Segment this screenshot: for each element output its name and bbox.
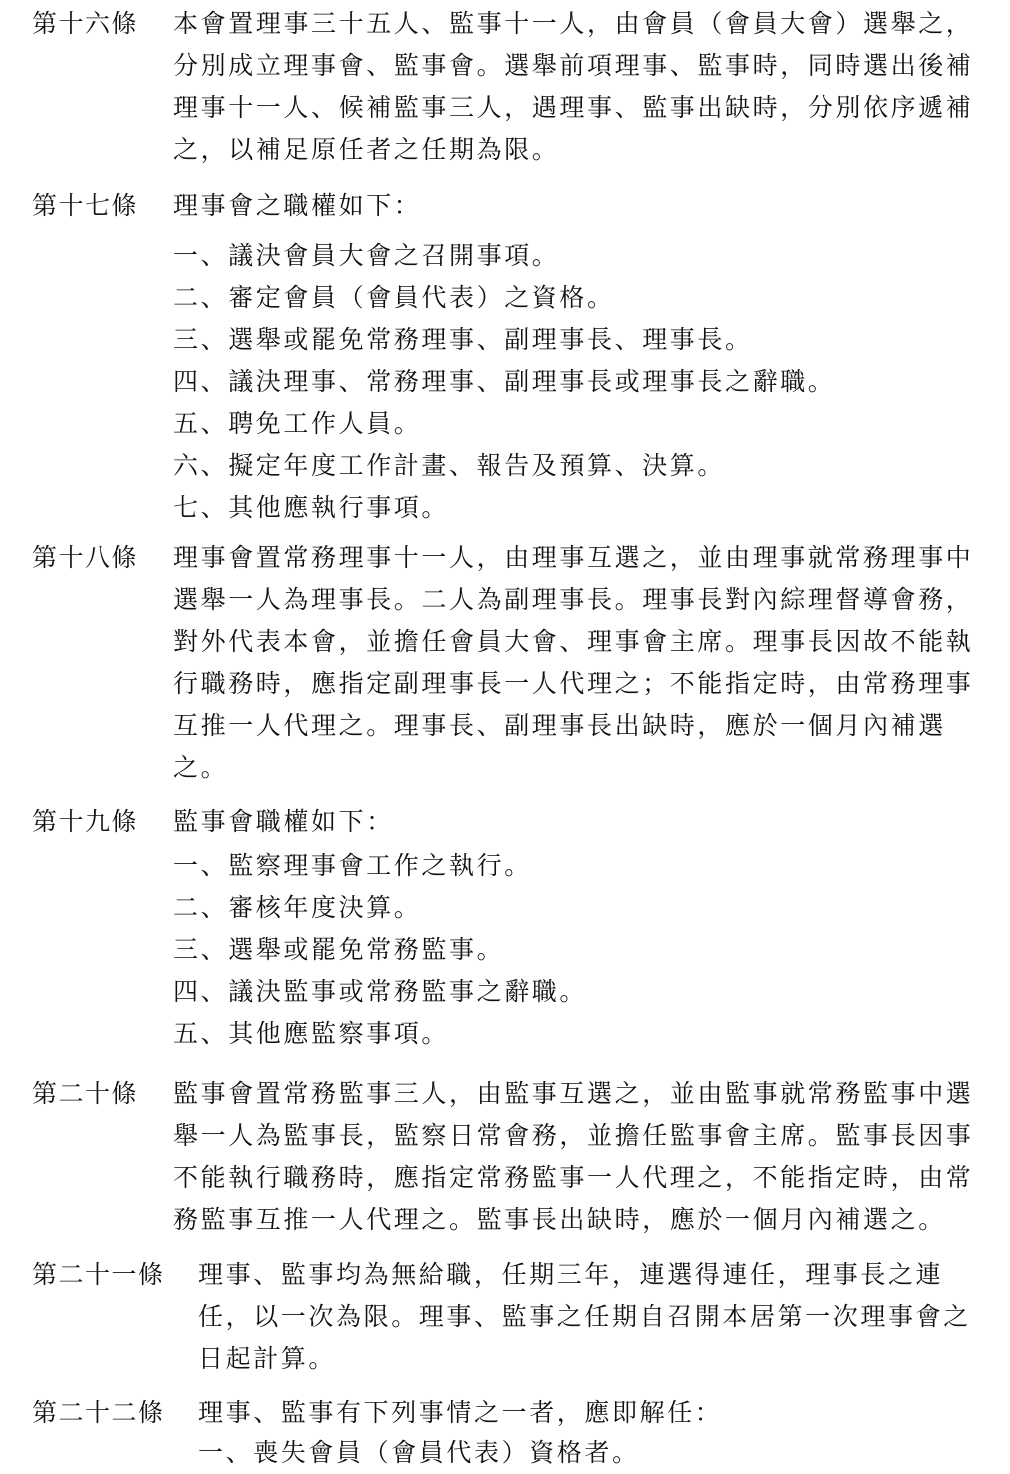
article-line: 互推一人代理之。理事長、副理事長出缺時，應於一個月內補選 [173, 711, 946, 740]
article-label: 第十六條 [32, 9, 139, 38]
article-body [173, 537, 973, 789]
article-body [173, 185, 421, 227]
article-line: 行職務時，應指定副理事長一人代理之；不能指定時，由常務理事 [173, 669, 974, 698]
article-label: 第十九條 [32, 807, 139, 836]
article-line: 舉一人為監事長，監察日常會務，並擔任監事會主席。監事長因事 [173, 1121, 974, 1150]
list-item: 七、其他應執行事項。 [173, 493, 450, 522]
article-line: 之。 [173, 753, 229, 782]
list-item: 五、聘免工作人員。 [173, 409, 422, 438]
article-label: 第二十一條 [32, 1260, 165, 1289]
article-line: 理事、監事均為無給職，任期三年，連選得連任，理事長之連 [198, 1260, 944, 1289]
list-item: 一、議決會員大會之召開事項。 [173, 241, 560, 270]
article-line: 理事會之職權如下： [173, 191, 422, 220]
article-line: 日起計算。 [198, 1344, 337, 1373]
list-item: 三、選舉或罷免常務理事、副理事長、理事長。 [173, 325, 753, 354]
article-line: 選舉一人為理事長。二人為副理事長。理事長對內綜理督導會務， [173, 585, 974, 614]
list-item: 四、議決監事或常務監事之辭職。 [173, 977, 588, 1006]
list-item: 五、其他應監察事項。 [173, 1019, 450, 1048]
duty-list [198, 1432, 640, 1474]
list-item: 四、議決理事、常務理事、副理事長或理事長之辭職。 [173, 367, 836, 396]
article-line: 之，以補足原任者之任期為限。 [173, 135, 560, 164]
article-body [173, 801, 394, 843]
article-line: 監事會職權如下： [173, 807, 394, 836]
list-item: 二、審定會員（會員代表）之資格。 [173, 283, 615, 312]
article-line: 不能執行職務時，應指定常務監事一人代理之，不能指定時，由常 [173, 1163, 974, 1192]
article-line: 理事會置常務理事十一人，由理事互選之，並由理事就常務理事中 [173, 543, 974, 572]
article-label: 第二十條 [32, 1079, 139, 1108]
list-item: 一、監察理事會工作之執行。 [173, 851, 532, 880]
article-line: 對外代表本會，並擔任會員大會、理事會主席。理事長因故不能執 [173, 627, 974, 656]
article-line: 本會置理事三十五人、監事十一人，由會員（會員大會）選舉之， [173, 9, 974, 38]
article-label: 第十八條 [32, 543, 139, 572]
list-item: 二、審核年度決算。 [173, 893, 422, 922]
article-body [198, 1392, 722, 1434]
article-label: 第十七條 [32, 191, 139, 220]
article-line: 分別成立理事會、監事會。選舉前項理事、監事時，同時選出後補 [173, 51, 974, 80]
list-item: 六、擬定年度工作計畫、報告及預算、決算。 [173, 451, 726, 480]
article-line: 理事、監事有下列事情之一者，應即解任： [198, 1398, 723, 1427]
article-body [173, 3, 973, 171]
article-body [173, 1073, 973, 1241]
list-item: 三、選舉或罷免常務監事。 [173, 935, 505, 964]
article-line: 理事十一人、候補監事三人，遇理事、監事出缺時，分別依序遞補 [173, 93, 974, 122]
article-label: 第二十二條 [32, 1398, 165, 1427]
article-line: 任，以一次為限。理事、監事之任期自召開本居第一次理事會之 [198, 1302, 971, 1331]
duty-list [173, 845, 587, 1055]
article-line: 監事會置常務監事三人，由監事互選之，並由監事就常務監事中選 [173, 1079, 974, 1108]
article-body [198, 1254, 971, 1380]
duty-list [173, 235, 835, 529]
article-line: 務監事互推一人代理之。監事長出缺時，應於一個月內補選之。 [173, 1205, 946, 1234]
list-item: 一、喪失會員（會員代表）資格者。 [198, 1438, 640, 1467]
